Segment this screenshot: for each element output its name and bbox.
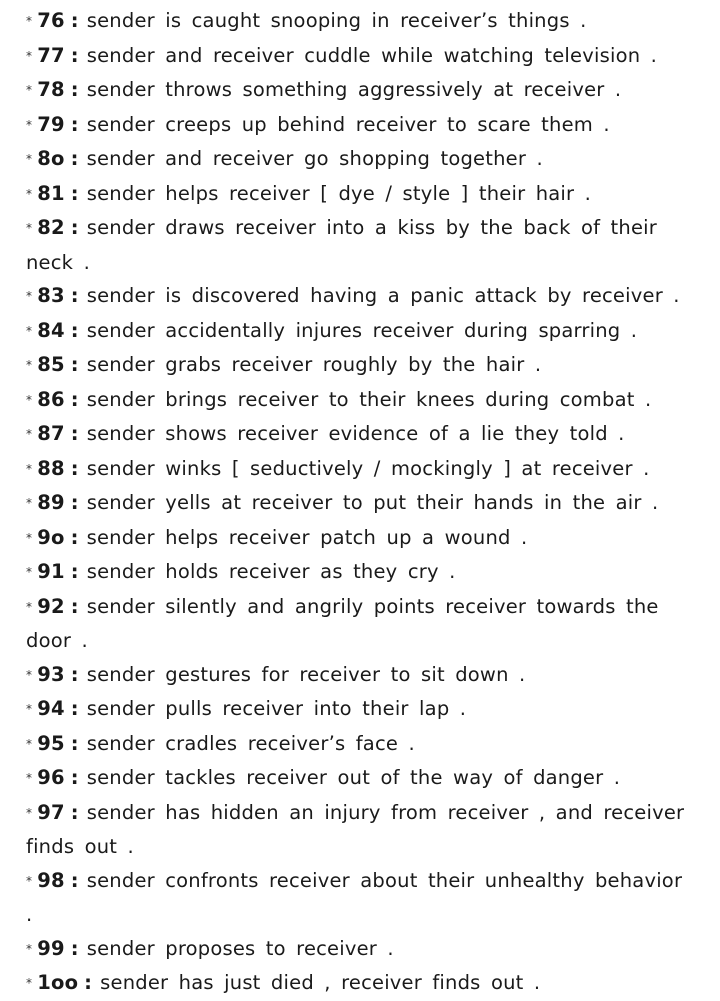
bullet-icon: * (26, 289, 33, 303)
item-text: sender gestures for receiver to sit down . (86, 662, 526, 686)
bullet-icon: * (26, 667, 33, 682)
bullet-icon: * (26, 565, 33, 579)
item-number: 91 (37, 560, 65, 583)
item-text: sender helps receiver patch up a wound . (86, 525, 528, 549)
item-text: sender creeps up behind receiver to scare them . (86, 112, 610, 136)
item-text: sender cradles receiver’s face . (86, 731, 415, 755)
item-colon: : (70, 662, 79, 686)
item-number: 87 (37, 422, 65, 445)
item-text: sender pulls receiver into their lap . (86, 697, 467, 720)
item-text: sender helps receiver [ dye / style ] their hair . (86, 181, 592, 205)
item-text: sender draws receiver into a kiss by the back of their neck . (26, 216, 657, 274)
list-item (26, 864, 694, 932)
item-text: sender yells at receiver to put their hands in the air . (86, 491, 659, 514)
list-item (26, 452, 694, 487)
item-text: sender confronts receiver about their unhealthy behavior . (26, 868, 683, 926)
bullet-icon: * (26, 323, 33, 338)
list-item (26, 279, 694, 314)
item-text: sender grabs receiver roughly by the hair . (86, 353, 542, 376)
list-item (26, 211, 694, 279)
bullet-icon: * (26, 599, 33, 614)
bullet-icon: * (26, 358, 33, 372)
list-item (26, 761, 694, 796)
bullet-icon: * (26, 427, 33, 441)
item-colon: : (70, 43, 79, 67)
item-number: 96 (37, 766, 65, 789)
item-number: 95 (37, 731, 65, 755)
item-text: sender and receiver cuddle while watching television . (86, 43, 658, 67)
item-text: sender is caught snooping in receiver’s things . (86, 9, 587, 32)
bullet-icon: * (26, 461, 33, 476)
bullet-icon: * (26, 392, 33, 407)
bullet-icon: * (26, 221, 33, 235)
item-number: 79 (37, 112, 65, 136)
item-colon: : (70, 112, 79, 136)
item-number: 81 (37, 181, 65, 205)
item-number: 92 (37, 594, 65, 618)
bullet-icon: * (26, 771, 33, 785)
item-colon: : (70, 147, 79, 170)
list-item (26, 39, 694, 74)
item-text: sender silently and angrily points receiver towards the door . (26, 594, 659, 652)
list-item (26, 692, 694, 727)
item-number: 93 (37, 662, 65, 686)
item-colon: : (70, 697, 79, 720)
bullet-icon: * (26, 48, 33, 63)
bullet-icon: * (26, 83, 33, 97)
item-text: sender proposes to receiver . (86, 936, 394, 960)
item-colon: : (70, 491, 79, 514)
item-colon: : (70, 766, 79, 789)
list-item (26, 108, 694, 143)
bullet-icon: * (26, 873, 33, 888)
bullet-icon: * (26, 941, 33, 956)
bullet-icon: * (26, 186, 33, 201)
bullet-icon: * (26, 14, 33, 28)
item-colon: : (70, 731, 79, 755)
item-colon: : (84, 971, 93, 994)
item-colon: : (70, 216, 79, 239)
list-item (26, 4, 694, 39)
item-colon: : (70, 525, 79, 549)
list-item (26, 727, 694, 762)
item-colon: : (70, 560, 79, 583)
item-number: 82 (37, 216, 65, 239)
item-number: 89 (37, 491, 65, 514)
list-item (26, 796, 694, 864)
prompt-list (26, 4, 694, 1001)
list-item (26, 383, 694, 418)
item-colon: : (70, 800, 79, 824)
list-item (26, 142, 694, 177)
item-colon: : (70, 353, 79, 376)
bullet-icon: * (26, 530, 33, 545)
item-colon: : (70, 868, 79, 892)
item-number: 77 (37, 43, 65, 67)
list-item (26, 348, 694, 383)
item-number: 86 (37, 387, 65, 411)
item-colon: : (70, 936, 79, 960)
item-text: sender holds receiver as they cry . (86, 560, 456, 583)
bullet-icon: * (26, 976, 33, 990)
list-item (26, 73, 694, 108)
item-colon: : (70, 594, 79, 618)
item-text: sender tackles receiver out of the way of danger . (86, 766, 621, 789)
list-item (26, 555, 694, 590)
item-text: sender winks [ seductively / mockingly ] at receiver . (86, 456, 650, 480)
item-number: 94 (37, 697, 65, 720)
list-item (26, 932, 694, 967)
list-item (26, 966, 694, 1001)
item-text: sender has hidden an injury from receiver , and receiver finds out . (26, 800, 685, 858)
item-number: 85 (37, 353, 65, 376)
item-text: sender is discovered having a panic attack by receiver . (86, 284, 680, 307)
bullet-icon: * (26, 117, 33, 132)
item-number: 78 (37, 78, 65, 101)
list-item (26, 177, 694, 212)
bullet-icon: * (26, 152, 33, 166)
item-colon: : (70, 318, 79, 342)
item-number: 98 (37, 868, 65, 892)
list-item (26, 417, 694, 452)
item-number: 84 (37, 318, 65, 342)
item-colon: : (70, 78, 79, 101)
item-number: 8o (37, 147, 65, 170)
bullet-icon: * (26, 702, 33, 716)
item-text: sender throws something aggressively at receiver . (86, 78, 622, 101)
item-text: sender accidentally injures receiver during sparring . (86, 318, 638, 342)
list-item (26, 658, 694, 693)
item-text: sender shows receiver evidence of a lie they told . (86, 422, 625, 445)
item-number: 97 (37, 800, 65, 824)
item-number: 88 (37, 456, 65, 480)
bullet-icon: * (26, 736, 33, 751)
item-colon: : (70, 387, 79, 411)
item-number: 83 (37, 284, 65, 307)
item-number: 99 (37, 936, 65, 960)
item-colon: : (70, 9, 79, 32)
bullet-icon: * (26, 805, 33, 820)
list-item (26, 590, 694, 658)
item-number: 76 (37, 9, 65, 32)
item-number: 9o (37, 525, 65, 549)
item-colon: : (70, 284, 79, 307)
item-text: sender brings receiver to their knees during combat . (86, 387, 652, 411)
item-text: sender and receiver go shopping together . (86, 147, 543, 170)
list-item (26, 314, 694, 349)
item-number: 1oo (37, 971, 79, 994)
item-colon: : (70, 456, 79, 480)
item-colon: : (70, 181, 79, 205)
item-text: sender has just died , receiver finds out . (100, 971, 541, 994)
list-item (26, 521, 694, 556)
list-item (26, 486, 694, 521)
item-colon: : (70, 422, 79, 445)
bullet-icon: * (26, 496, 33, 510)
